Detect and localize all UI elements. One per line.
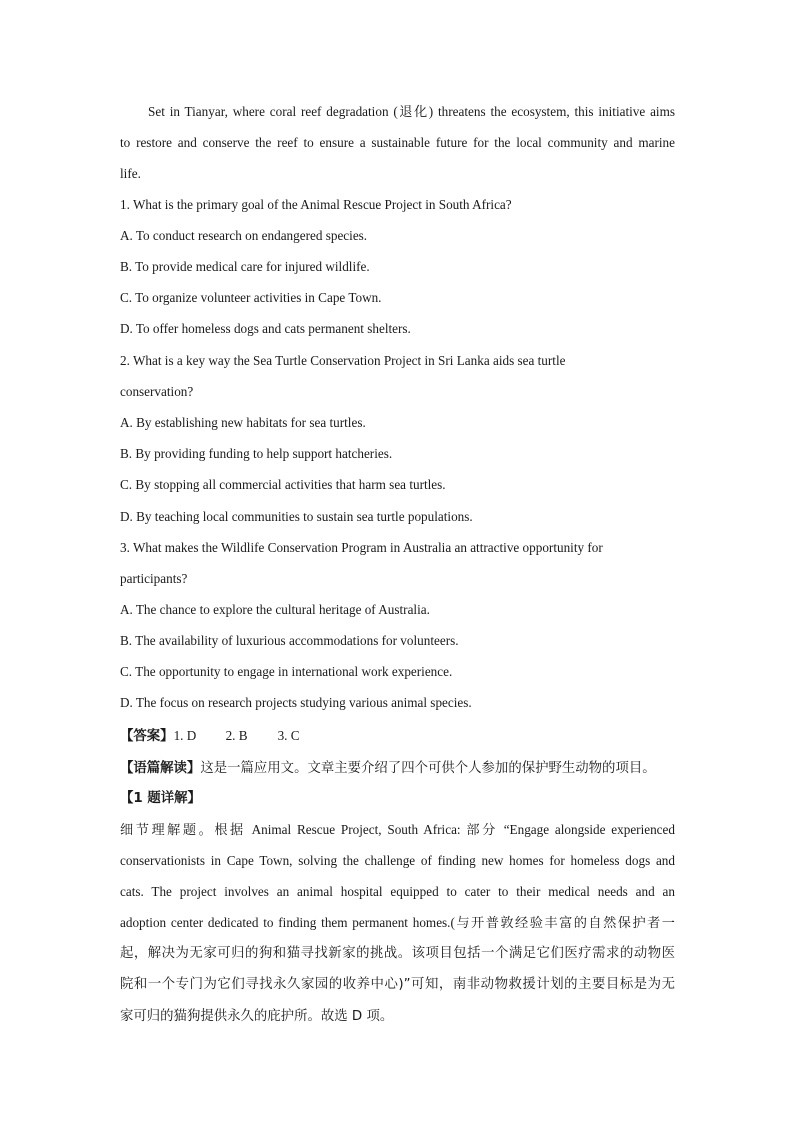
answer-2: 2. B bbox=[225, 728, 248, 743]
analysis-line bbox=[120, 759, 656, 778]
question-1-option-b: B. To provide medical care for injured wildlife. bbox=[120, 259, 370, 274]
detail-line-7: 家可归的猫狗提供永久的庇护所。故选 D 项。 bbox=[120, 1009, 394, 1024]
question-2-stem-cont: conservation? bbox=[120, 384, 194, 399]
question-1-option-c: C. To organize volunteer activities in Cape Town. bbox=[120, 290, 382, 305]
question-2-option-d: D. By teaching local communities to sustain sea turtle populations. bbox=[120, 509, 473, 524]
detail-line-6: 院和一个专门为它们寻找永久家园的收养中心)”可知，南非动物救援计划的主要目标是为无 bbox=[120, 977, 675, 992]
question-1-stem: 1. What is the primary goal of the Animal Rescue Project in South Africa? bbox=[120, 197, 512, 212]
question-3-option-c: C. The opportunity to engage in international work experience. bbox=[120, 664, 453, 679]
question-3-stem-cont: participants? bbox=[120, 571, 188, 586]
analysis-text: 这是一篇应用文。文章主要介绍了四个可供个人参加的保护野生动物的项目。 bbox=[200, 761, 656, 776]
question-2-stem: 2. What is a key way the Sea Turtle Conservation Project in Sri Lanka aids sea turtle bbox=[120, 353, 566, 368]
question-1-option-a: A. To conduct research on endangered species. bbox=[120, 228, 368, 243]
question-3-option-d: D. The focus on research projects studying various animal species. bbox=[120, 695, 472, 710]
answer-label: 【答案】 bbox=[120, 729, 174, 744]
question-1-option-d: D. To offer homeless dogs and cats permanent shelters. bbox=[120, 321, 411, 336]
question-2-option-c: C. By stopping all commercial activities that harm sea turtles. bbox=[120, 477, 446, 492]
detail-line-5: 起，解决为无家可归的狗和猫寻找新家的挑战。该项目包括一个满足它们医疗需求的动物医 bbox=[120, 946, 675, 961]
detail-line-2: conservationists in Cape Town, solving the challenge of finding new homes for homeless dogs and bbox=[120, 853, 675, 868]
question-2-option-b: B. By providing funding to help support hatcheries. bbox=[120, 446, 393, 461]
detail-line-1: 细节理解题。根据 Animal Rescue Project, South Africa: 部分 “Engage alongside experienced bbox=[120, 822, 675, 837]
answer-1: 1. D bbox=[173, 728, 197, 743]
detail-heading: 【1 题详解】 bbox=[120, 791, 201, 806]
question-2-option-a: A. By establishing new habitats for sea turtles. bbox=[120, 415, 366, 430]
passage-line-1: Set in Tianyar, where coral reef degradation (退化) threatens the ecosystem, this initiative aims bbox=[148, 104, 675, 119]
passage-line-3: life. bbox=[120, 166, 141, 181]
question-3-option-a: A. The chance to explore the cultural heritage of Australia. bbox=[120, 602, 430, 617]
question-3-option-b: B. The availability of luxurious accommodations for volunteers. bbox=[120, 633, 459, 648]
passage-line-2: to restore and conserve the reef to ensure a sustainable future for the local community and marine bbox=[120, 135, 675, 150]
analysis-label: 【语篇解读】 bbox=[120, 761, 201, 776]
question-3-stem: 3. What makes the Wildlife Conservation Program in Australia an attractive opportunity for bbox=[120, 540, 603, 555]
detail-line-4: adoption center dedicated to finding them permanent homes.(与开普敦经验丰富的自然保护者一 bbox=[120, 915, 675, 930]
detail-line-3: cats. The project involves an animal hospital equipped to cater to their medical needs and an bbox=[120, 884, 675, 899]
answer-3: 3. C bbox=[277, 728, 300, 743]
answer-line bbox=[120, 727, 300, 746]
